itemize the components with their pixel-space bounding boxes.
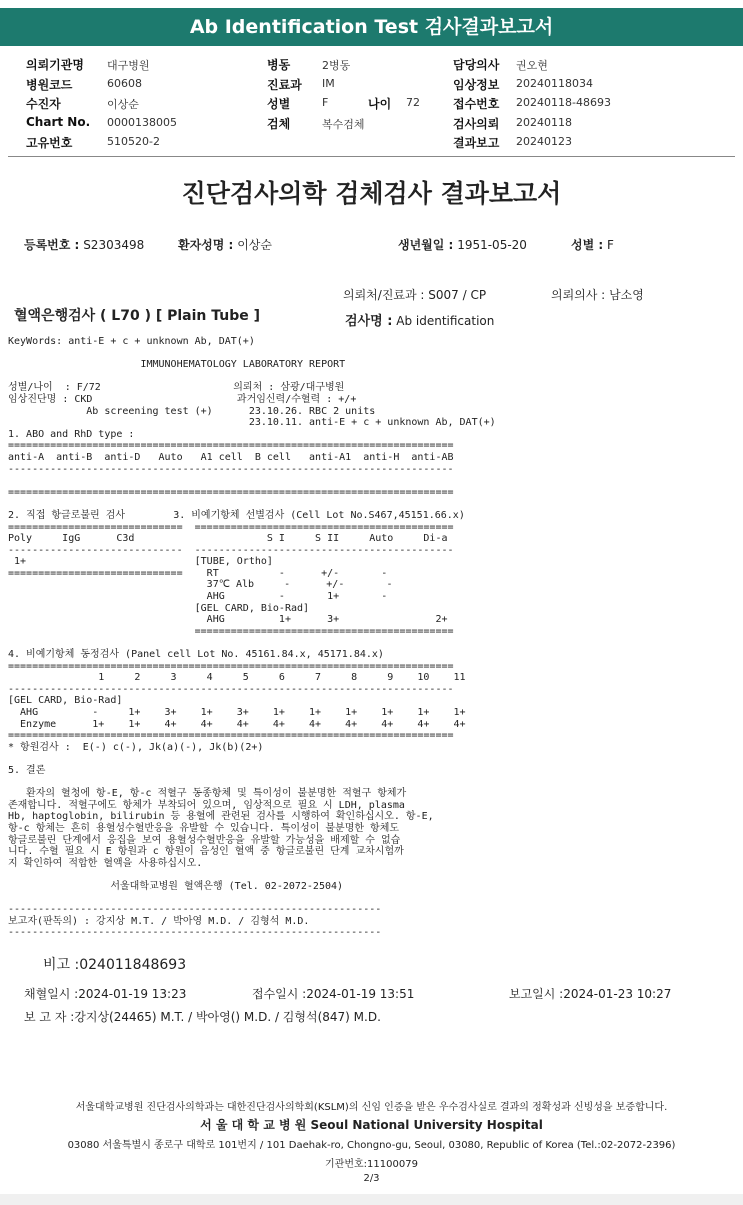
report-line: [GEL CARD, Bio-Rad] (8, 695, 123, 707)
report-line (8, 348, 496, 360)
report-line (8, 498, 496, 510)
header-value: 이상순 (107, 98, 139, 111)
remark-label: 비고 : (43, 957, 80, 973)
header-key: 담당의사 (453, 58, 500, 72)
reg-no (24, 236, 144, 253)
age-key: 나이 (368, 97, 392, 111)
remark-value: 024011848693 (79, 957, 187, 973)
header-key: 병동 (267, 58, 291, 72)
report-line (8, 777, 496, 789)
report-line: AHG 1+ 3+ 2+ (8, 614, 448, 626)
header-value: 60608 (107, 76, 142, 90)
collect-time (24, 985, 186, 1002)
header-key: 접수번호 (453, 97, 500, 111)
reg-no-value: S2303498 (83, 238, 145, 252)
report-line: 항-c 항체는 흔히 용혈성수혈반응을 유발할 수 있습니다. 특이성이 불분명한 항체도 (8, 822, 400, 834)
patient-name-value: 이상순 (237, 238, 272, 252)
report-line: Hb, haptoglobin, bilirubin 등 용혈에 관련된 검사를 시행하여 확인하십시오. 항-E, (8, 811, 434, 823)
report-line: 5. 결론 (8, 764, 46, 776)
header-value: 20240118 (516, 115, 572, 129)
header-value: 20240118-48693 (516, 96, 611, 109)
report-line: Ab screening test (+) 23.10.26. RBC 2 units (8, 405, 376, 417)
report-line (8, 637, 496, 649)
report-line (8, 893, 496, 905)
certification-text: 서울대학교병원 진단검사의학과는 대한진단검사의학회(KSLM)의 신임 인증을 받은 우수검사실로 결과의 정확성과 신빙성을 보증합니다. (75, 1102, 668, 1113)
header-key: 결과보고 (453, 136, 500, 150)
report-line: [GEL CARD, Bio-Rad] (8, 602, 310, 614)
remark (43, 954, 186, 974)
sex-value: F (607, 238, 614, 252)
report-line (8, 371, 496, 383)
report-line: ========================================================================== (8, 440, 454, 452)
report-line: ========================================================================== (8, 660, 454, 672)
hospital-name: 서 울 대 학 교 병 원 Seoul National University Hospital (200, 1118, 543, 1132)
dept-label: 의뢰처/진료과 : (343, 288, 425, 302)
page-bottom-band (0, 1194, 743, 1205)
sex-label: 성별 : (571, 238, 604, 252)
report-line (8, 753, 496, 765)
report-line: * 항원검사 : E(-) c(-), Jk(a)(-), Jk(b)(2+) (8, 741, 264, 753)
report-line: AHG - 1+ 3+ 1+ 3+ 1+ 1+ 1+ 1+ 1+ 1+ (8, 707, 466, 718)
header-value: 복수검체 (322, 117, 365, 131)
header-key: 의뢰기관명 (26, 58, 84, 72)
receive-time (252, 985, 414, 1002)
header-value: 권오현 (516, 59, 548, 72)
reg-no-label: 등록번호 : (24, 238, 80, 252)
reporter (24, 1008, 381, 1025)
collect-value: 2024-01-19 13:23 (78, 987, 187, 1001)
report-line: AHG - 1+ - (8, 591, 388, 603)
dept (343, 286, 486, 303)
report-line: ========================================================================== (8, 730, 454, 742)
report-line: 1+ [TUBE, Ortho] (8, 556, 273, 568)
report-line: 성별/나이 : F/72 의뢰처 : 삼광/대구병원 (8, 382, 345, 394)
report-line: ========================================================================== (8, 486, 454, 498)
test-name (345, 310, 494, 329)
reporter-label: 보 고 자 : (24, 1010, 75, 1024)
header-key: 고유번호 (26, 136, 73, 150)
receive-label: 접수일시 : (252, 987, 307, 1001)
header-key: 진료과 (267, 77, 302, 92)
report-line: 존재합니다. 적혈구에도 항체가 부착되어 있으며, 임상적으로 필요 시 LDH, plasma (8, 799, 405, 811)
header-value: 20240123 (516, 135, 572, 148)
report-line: ============================= =========================================== (8, 521, 454, 533)
test-name-value: Ab identification (396, 314, 495, 328)
header-key: 임상정보 (453, 77, 500, 92)
report-line: 2. 직접 항글로불린 검사 3. 비예기항체 선별검사 (Cell Lot No.S467,45151.66.x) (8, 509, 465, 521)
report-line: 임상진단명 : CKD 과거임신력/수혈력 : +/+ (8, 393, 357, 405)
test-name-label: 검사명 : (345, 314, 393, 329)
doctor (551, 286, 644, 303)
patient-name-label: 환자성명 : (178, 238, 234, 252)
header-value: 20240118034 (516, 76, 593, 90)
report-banner: Ab Identification Test 검사결과보고서 (0, 8, 743, 46)
dept-value: S007 / CP (428, 288, 487, 302)
report-line: 1 2 3 4 5 6 7 8 9 10 11 (8, 672, 466, 684)
doctor-label: 의뢰의사 : (551, 288, 606, 302)
report-line: KeyWords: anti-E + c + unknown Ab, DAT(+) (8, 336, 255, 347)
report-line: 23.10.11. anti-E + c + unknown Ab, DAT(+) (8, 417, 496, 429)
receive-value: 2024-01-19 13:51 (306, 987, 415, 1001)
header-key: 수진자 (26, 97, 61, 111)
header-key: 검사의뢰 (453, 116, 500, 131)
header-value: 대구병원 (107, 59, 150, 72)
report-body (8, 336, 496, 939)
report-line: IMMUNOHEMATOLOGY LABORATORY REPORT (8, 359, 346, 371)
header-key: Chart No. (26, 114, 91, 129)
page-number: 2/3 (363, 1173, 380, 1184)
report-line: -------------------------------------------------------------------------- (8, 683, 454, 695)
report-line: anti-A anti-B anti-D Auto A1 cell B cell anti-A1 anti-H anti-AB (8, 451, 454, 463)
report-line: 4. 비예기항체 동정검사 (Panel cell Lot No. 45161.84.x, 45171.84.x) (8, 649, 384, 661)
header-divider (8, 156, 735, 157)
header-value: 0000138005 (107, 115, 177, 129)
header-key: 검체 (267, 116, 291, 131)
header-value: 510520-2 (107, 135, 160, 148)
report-line: 서울대학교병원 혈액은행 (Tel. 02-2072-2504) (8, 880, 344, 892)
header-key: 성별 (267, 97, 291, 111)
header-value: IM (322, 76, 335, 90)
report-line: 환자의 혈청에 항-E, 항-c 적혈구 동종항체 및 특이성이 불분명한 적혈구 항체가 (8, 788, 407, 800)
report-line: 항글로불린 단계에서 응집을 보여 용혈성수혈반응을 유발할 가능성을 배제할 수 없습 (8, 834, 401, 846)
report-line: 보고자(판독의) : 강지상 M.T. / 박아영 M.D. / 김형석 M.D. (8, 915, 310, 927)
reporter-value: 강지상(24465) M.T. / 박아영() M.D. / 김형석(847) M.D. (74, 1010, 381, 1024)
dob (398, 236, 527, 253)
report-title: 진단검사의학 검체검사 결과보고서 (181, 179, 562, 208)
institution-number: 기관번호:11100079 (325, 1159, 418, 1170)
report-line: -------------------------------------------------------------------------- (8, 463, 454, 475)
collect-label: 채혈일시 : (24, 987, 79, 1001)
report-value: 2024-01-23 10:27 (563, 987, 672, 1001)
report-line: 지 확인하여 적합한 혈액을 사용하십시오. (8, 857, 203, 869)
report-line: 37℃ Alb - +/- - (8, 579, 393, 591)
patient-name (178, 236, 272, 253)
report-line: =========================================== (8, 625, 454, 637)
header-value: 2병동 (322, 59, 351, 72)
report-line: -------------------------------------------------------------- (8, 927, 382, 939)
report-time (509, 985, 671, 1002)
age-value: 72 (406, 96, 420, 109)
report-label: 보고일시 : (509, 987, 564, 1001)
report-line: -------------------------------------------------------------- (8, 904, 382, 916)
header-value: F (322, 96, 329, 109)
report-line (8, 869, 496, 881)
dob-value: 1951-05-20 (457, 238, 527, 252)
report-line: Enzyme 1+ 1+ 4+ 4+ 4+ 4+ 4+ 4+ 4+ 4+ 4+ (8, 718, 466, 730)
report-line: 니다. 수혈 필요 시 E 항원과 c 항원이 음성인 혈액 중 항글로불린 단계 교차시험까 (8, 846, 404, 858)
report-line (8, 475, 496, 487)
sex (571, 236, 614, 253)
report-line: ============================= RT - +/- - (8, 567, 388, 579)
report-line: 1. ABO and RhD type : (8, 428, 135, 440)
hospital-address: 03080 서울특별시 종로구 대학로 101번지 / 101 Daehak-ro, Chongno-gu, Seoul, 03080, Republic of Korea (Tel.:02-2072-2396) (67, 1140, 676, 1151)
report-line: ----------------------------- ------------------------------------------- (8, 544, 454, 556)
section-title: 혈액은행검사 ( L70 ) [ Plain Tube ] (14, 308, 261, 324)
report-line: Poly IgG C3d S I S II Auto Di-a (8, 533, 448, 545)
header-key: 병원코드 (26, 77, 73, 92)
dob-label: 생년월일 : (398, 238, 454, 252)
doctor-value: 남소영 (609, 288, 644, 302)
